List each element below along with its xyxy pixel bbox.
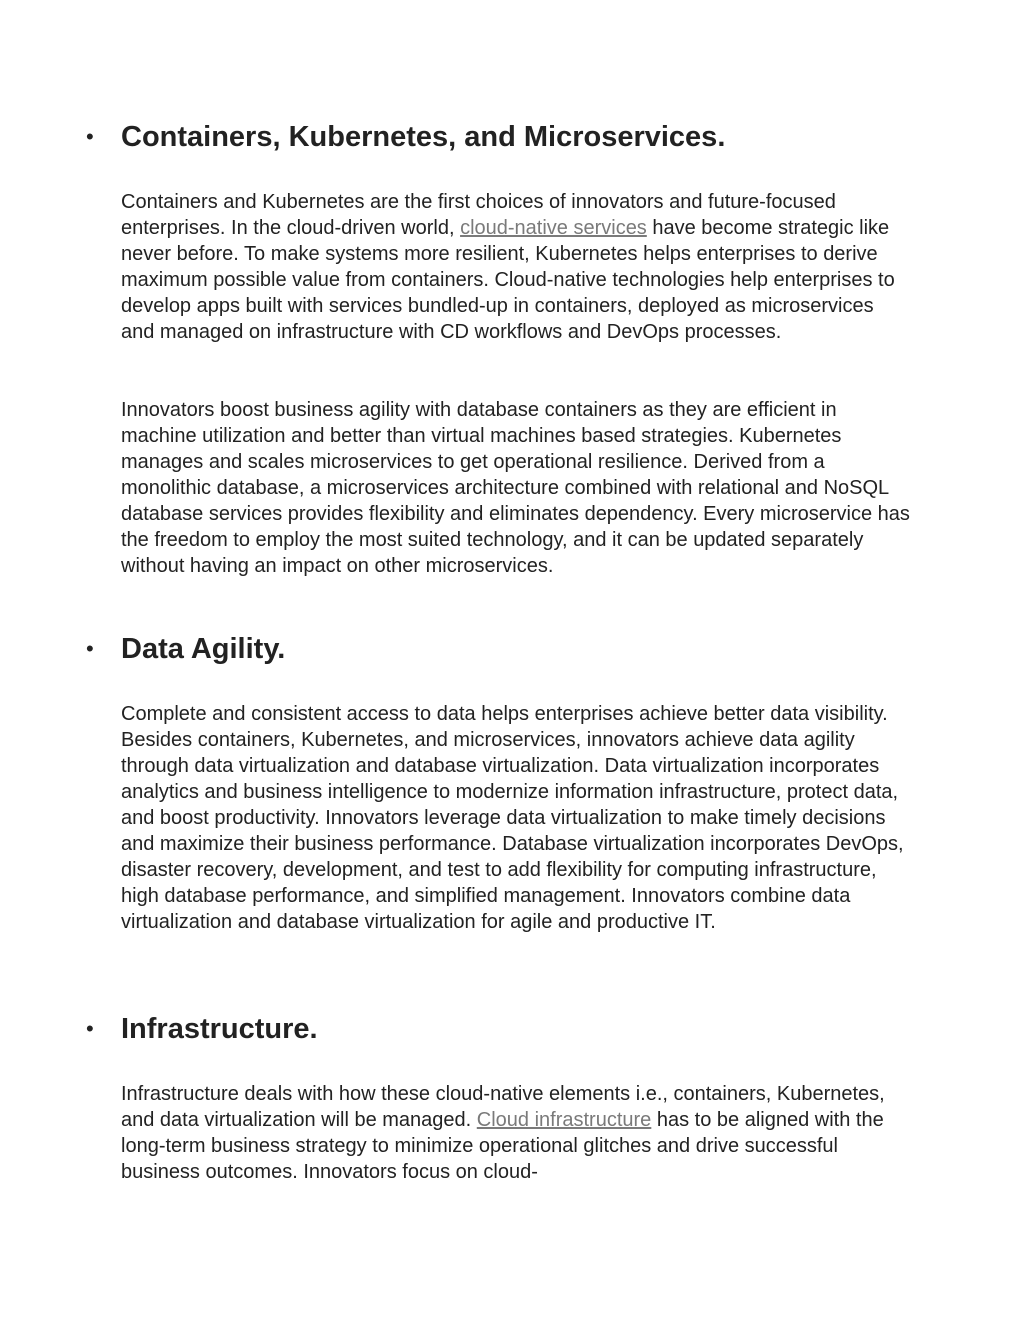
paragraph: Innovators boost business agility with database containers as they are efficient in machine utilization and better than virtual machines based strategies. Kubernetes manages and scales microservices to get operational resilience. Derived from a monolithic database, a microservices architecture combined with relational and NoSQL database services provides flexibility and eliminates dependency. Every microservice has the freedom to employ the most suited technology, and it can be updated separately without having an impact on other microservices. — [121, 399, 910, 577]
bullet-icon: • — [86, 124, 94, 149]
cloud-native-services-link[interactable]: cloud-native services — [460, 217, 647, 239]
paragraph-text: Infrastructure deals with how these cloud-native elements i.e., containers, Kubernetes, and data virtualization will be managed. — [121, 1083, 885, 1131]
paragraph-text: has to be aligned with the long-term business strategy to minimize operational glitches and drive successful business outcomes. Innovators focus on cloud- — [121, 1109, 884, 1183]
section-infrastructure — [0, 1010, 1024, 1183]
heading-row — [0, 630, 1024, 670]
heading-row — [0, 1010, 1024, 1050]
bullet-icon: • — [86, 1016, 94, 1041]
paragraph-text: have become strategic like never before. To make systems more resilient, Kubernetes helps enterprises to derive maximum possible value from containers. Cloud-native technologies help enterprises to develop apps built with services bundled-up in containers, deployed as microservices and managed on infrastructure with CD workflows and DevOps processes. — [121, 217, 895, 343]
cloud-infrastructure-link[interactable]: Cloud infrastructure — [476, 1109, 652, 1131]
section-data-agility — [0, 630, 1024, 933]
paragraph-text: Containers and Kubernetes are the first choices of innovators and future-focused enterprises. In the cloud-driven world, — [121, 191, 836, 239]
section-heading: Data Agility. — [121, 633, 286, 665]
section-containers — [0, 118, 1024, 577]
paragraph: Complete and consistent access to data helps enterprises achieve better data visibility. Besides containers, Kubernetes, and microservices, innovators achieve data agility through data virtualization and database virtualization. Data virtualization incorporates analytics and business intelligence to modernize information infrastructure, protect data, and boost productivity. Innovators leverage data virtualization to make timely decisions and maximize their business performance. Database virtualization incorporates DevOps, disaster recovery, development, and test to add flexibility for computing infrastructure, high database performance, and simplified management. Innovators combine data virtualization and database virtualization for agile and productive IT. — [121, 703, 904, 933]
heading-row — [0, 118, 1024, 158]
paragraph — [121, 189, 911, 345]
section-heading: Containers, Kubernetes, and Microservices. — [121, 121, 726, 153]
section-heading: Infrastructure. — [121, 1013, 318, 1045]
paragraph — [121, 1081, 911, 1185]
bullet-icon: • — [86, 636, 94, 661]
